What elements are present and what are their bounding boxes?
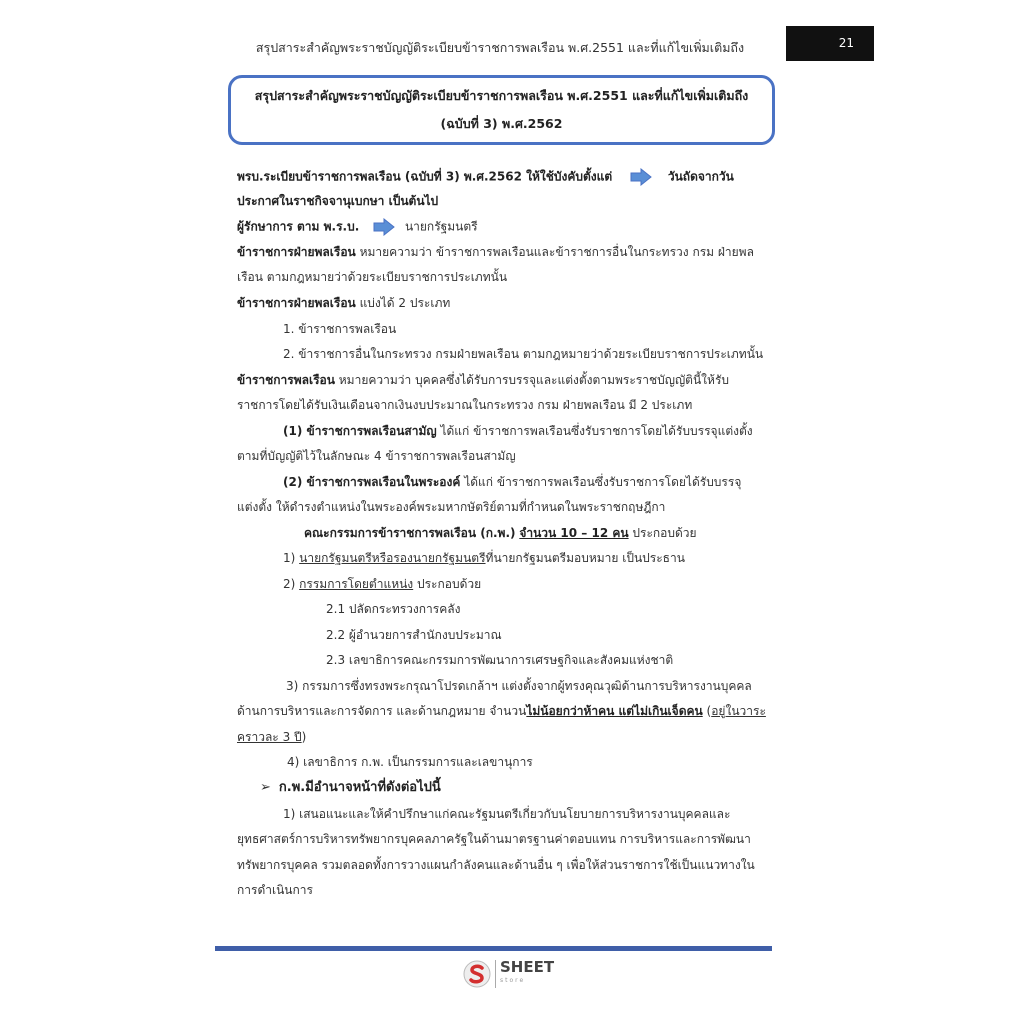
term-bold: ข้าราชการพลเรือน	[237, 373, 335, 387]
item-text: )	[301, 730, 307, 744]
term-bold: (2) ข้าราชการพลเรือนในพระองค์	[283, 475, 461, 489]
body-line: ทรัพยากรบุคคล รวมตลอดทั้งการวางแผนกำลังคนและด้านอื่น ๆ เพื่อให้ส่วนราชการใช้เป็นแนวทางใน	[237, 858, 755, 872]
list-item: 1. ข้าราชการพลเรือน	[283, 322, 397, 336]
body-line: ยุทธศาสตร์การบริหารทรัพยากรบุคคลภาครัฐในด้านมาตรฐานค่าตอบแทน การบริหารและการพัฒนา	[237, 832, 751, 846]
title-box	[228, 75, 775, 145]
body-line	[283, 474, 741, 490]
body-line	[237, 703, 766, 719]
underlined-text: กรรมการโดยตำแหน่ง	[299, 577, 414, 591]
heading-text: ก.พ.มีอำนาจหน้าที่ดังต่อไปนี้	[278, 780, 441, 795]
logo-subtitle: store	[500, 977, 526, 984]
footer-bar	[215, 946, 772, 951]
term-definition: หมายความว่า บุคคลซึ่งได้รับการบรรจุและแต่งตั้งตามพระราชบัญญัตินี้ให้รับ	[334, 373, 730, 387]
page-number: 21	[838, 36, 854, 50]
sheet-store-logo-icon	[463, 960, 491, 988]
effective-date-value: วันถัดจากวัน	[667, 169, 734, 184]
body-line	[283, 423, 753, 439]
body-line: แต่งตั้ง ให้ดำรงตำแหน่งในพระองค์พระมหากษัตริย์ตามที่กำหนดในพระราชกฤษฎีกา	[237, 500, 666, 514]
caretaker-value: นายกรัฐมนตรี	[404, 219, 478, 234]
running-header: สรุปสาระสำคัญพระราชบัญญัติระเบียบข้าราชการพลเรือน พ.ศ.2551 และที่แก้ไขเพิ่มเติมถึง	[255, 40, 745, 55]
list-item: 2.3 เลขาธิการคณะกรรมการพัฒนาการเศรษฐกิจและสังคมแห่งชาติ	[326, 653, 674, 667]
list-item: 3) กรรมการซึ่งทรงพระกรุณาโปรดเกล้าฯ แต่งตั้งจากผู้ทรงคุณวุฒิด้านการบริหารงานบุคคล	[286, 679, 752, 693]
caretaker-label: ผู้รักษาการ ตาม พ.ร.บ.	[237, 219, 360, 234]
item-number: 2)	[283, 577, 300, 591]
underlined-text: ไม่น้อยกว่าห้าคน แต่ไม่เกินเจ็ดคน	[526, 704, 703, 718]
logo	[463, 960, 554, 988]
list-item	[283, 576, 481, 592]
list-item	[283, 550, 685, 566]
underlined-text: นายกรัฐมนตรีหรือรองนายกรัฐมนตรี	[299, 551, 486, 565]
logo-title: SHEET	[500, 958, 555, 976]
body-line	[237, 729, 306, 745]
caretaker-line	[237, 218, 478, 236]
list-item: 2.1 ปลัดกระทรวงการคลัง	[326, 602, 461, 616]
underlined-text: อยู่ในวาระ	[711, 704, 766, 718]
committee-heading	[304, 525, 697, 541]
list-item: 2.2 ผู้อำนวยการสำนักงบประมาณ	[326, 628, 502, 642]
body-line: เรือน ตามกฎหมายว่าด้วยระเบียบราชการประเภทนั้น	[237, 270, 508, 284]
body-line	[237, 372, 729, 388]
body-line: การดำเนินการ	[237, 883, 313, 897]
term-bold: ข้าราชการฝ่ายพลเรือน	[237, 296, 356, 310]
list-item: 2. ข้าราชการอื่นในกระทรวง กรมฝ่ายพลเรือน ตามกฎหมายว่าด้วยระเบียบราชการประเภทนั้น	[283, 347, 764, 361]
term-definition: หมายความว่า ข้าราชการพลเรือนและข้าราชการอื่นในกระทรวง กรม ฝ่ายพล	[355, 245, 754, 259]
list-item: 4) เลขาธิการ ก.พ. เป็นกรรมการและเลขานุการ	[287, 755, 533, 769]
effective-date-line	[237, 168, 734, 186]
item-text: (	[702, 704, 712, 718]
body-line: ประกาศในราชกิจจานุเบกษา เป็นต้นไป	[237, 194, 439, 208]
term-definition: แบ่งได้ 2 ประเภท	[355, 296, 451, 310]
bullet-heading	[260, 780, 441, 796]
item-text: ที่นายกรัฐมนตรีมอบหมาย เป็นประธาน	[485, 551, 685, 565]
body-line	[237, 244, 754, 260]
underlined-text: คราวละ 3 ปี	[237, 730, 302, 744]
list-item: 1) เสนอแนะและให้คำปรึกษาแก่คณะรัฐมนตรีเกี่ยวกับนโยบายการบริหารงานบุคคลและ	[283, 807, 731, 821]
document-title: สรุปสาระสำคัญพระราชบัญญัติระเบียบข้าราชการพลเรือน พ.ศ.2551 และที่แก้ไขเพิ่มเติมถึง (ฉบับที่ 3) พ.ศ.2562	[254, 88, 749, 131]
item-text: ประกอบด้วย	[413, 577, 482, 591]
arrow-right-icon	[373, 218, 395, 236]
term-definition: ประกอบด้วย	[628, 526, 697, 540]
page-number-box	[786, 26, 874, 61]
effective-date-text: พรบ.ระเบียบข้าราชการพลเรือน (ฉบับที่ 3) พ.ศ.2562 ให้ใช้บังคับตั้งแต่	[237, 169, 613, 184]
arrow-bullet-icon: ➢	[260, 780, 271, 795]
logo-text	[495, 960, 554, 988]
body-line	[237, 295, 450, 311]
term-bold: (1) ข้าราชการพลเรือนสามัญ	[283, 424, 437, 438]
term-bold: คณะกรรมการข้าราชการพลเรือน (ก.พ.)	[304, 526, 516, 540]
term-definition: ได้แก่ ข้าราชการพลเรือนซึ่งรับราชการโดยได้รับบรรจุแต่งตั้ง	[436, 424, 753, 438]
term-definition: ได้แก่ ข้าราชการพลเรือนซึ่งรับราชการโดยได้รับบรรจุ	[460, 475, 742, 489]
item-text: ด้านการบริหารและการจัดการ และด้านกฎหมาย จำนวน	[237, 704, 527, 718]
committee-size: จำนวน 10 – 12 คน	[519, 526, 629, 540]
term-bold: ข้าราชการฝ่ายพลเรือน	[237, 245, 356, 259]
arrow-right-icon	[630, 168, 652, 186]
body-line: ราชการโดยได้รับเงินเดือนจากเงินงบประมาณในกระทรวง กรม ฝ่ายพลเรือน มี 2 ประเภท	[237, 398, 693, 412]
body-line: ตามที่บัญญัติไว้ในลักษณะ 4 ข้าราชการพลเรือนสามัญ	[237, 449, 516, 463]
item-number: 1)	[283, 551, 300, 565]
